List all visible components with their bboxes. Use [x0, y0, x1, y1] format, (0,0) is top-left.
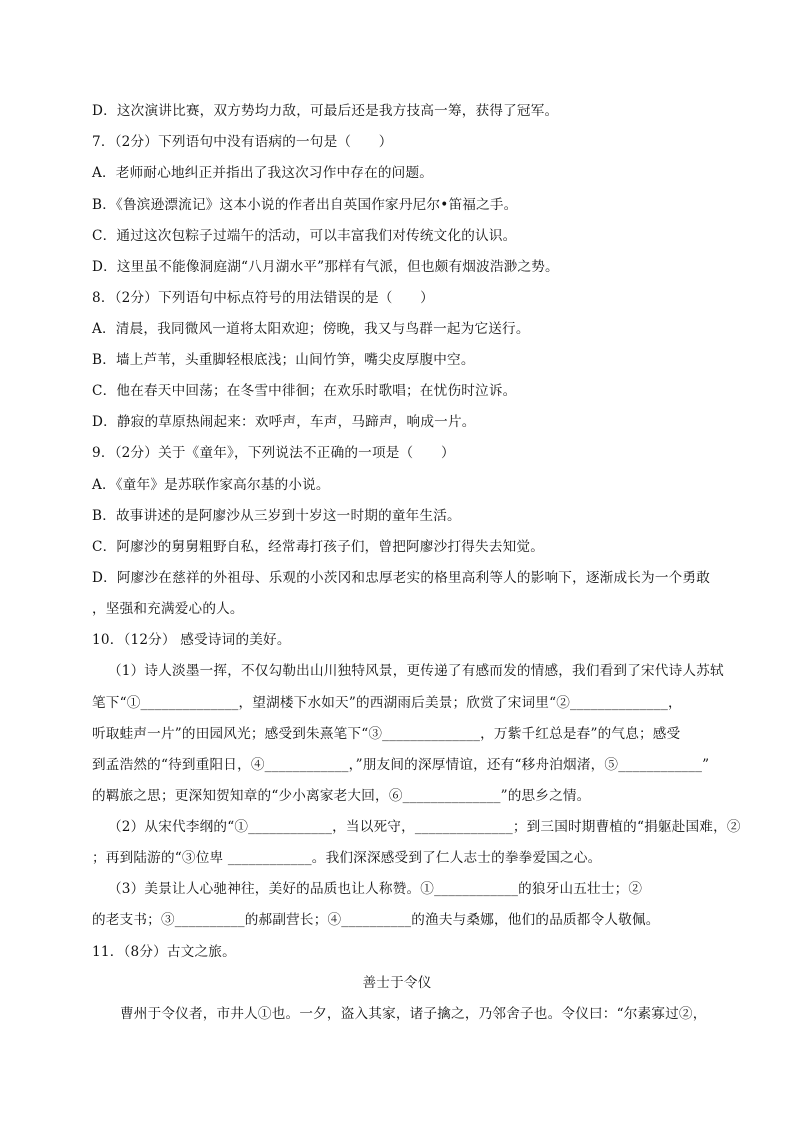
q7-option-b: B．《鲁滨逊漂流记》这本小说的作者出自英国作家丹尼尔•笛福之手。 — [92, 197, 518, 213]
passage-line1: 曹州于令仪者，市井人①也。一夕，盗入其家，诸子擒之，乃邻舍子也。令仪曰：“尔素寡过②， — [120, 1006, 707, 1022]
q10-part1-line3: 听取蛙声一片”的田园风光；感受到朱熹笔下“③______________，万紫千红总是春”的气息；感受 — [92, 726, 681, 742]
q8-option-c: C．他在春天中回荡；在冬雪中徘徊；在欢乐时歌唱；在忧伤时泣诉。 — [92, 383, 517, 399]
q10-part3-line2: 的老支书；③__________的郝副营长；④__________的渔夫与桑娜，他们的品质都令人敬佩。 — [92, 912, 660, 928]
q11-stem: 11．（8分）古文之旅。 — [92, 944, 236, 960]
q10-part1-line1: （1）诗人淡墨一挥，不仅勾勒出山川独特风景，更传递了有感而发的情感，我们看到了宋代诗人苏轼 — [108, 663, 724, 679]
q8-option-d: D．静寂的草原热闹起来：欢呼声，车声，马蹄声，响成一片。 — [92, 414, 476, 430]
q9-option-d: D．阿廖沙在慈祥的外祖母、乐观的小茨冈和忠厚老实的格里高利等人的影响下，逐渐成长为一个勇敢 — [92, 570, 711, 586]
q9-option-d-cont: ，坚强和充满爱心的人。 — [92, 601, 244, 617]
q10-part2-line1: （2）从宋代李纲的“①____________，当以死守，______________；到三国时期曹植的“捐躯赴国难，② — [108, 819, 741, 835]
passage-title: 善士于令仪 — [362, 975, 432, 991]
q9-option-b: B．故事讲述的是阿廖沙从三岁到十岁这一时期的童年生活。 — [92, 508, 461, 524]
q10-part3-line1: （3）美景让人心驰神往，美好的品质也让人称赞。①____________的狼牙山五壮士；② — [108, 881, 643, 897]
q10-part1-line4: 到孟浩然的“待到重阳日，④____________，”朋友间的深厚情谊，还有“移舟泊烟渚，⑤____________” — [92, 757, 710, 773]
q7-stem: 7．（2分）下列语句中没有语病的一句是（ ） — [92, 134, 393, 150]
q7-option-d: D．这里虽不能像洞庭湖“八月湖水平”那样有气派，但也颇有烟波浩渺之势。 — [92, 259, 559, 275]
q6-option-d: D．这次演讲比赛，双方势均力敌，可最后还是我方技高一筹，获得了冠军。 — [92, 103, 559, 119]
q7-option-c: C．通过这次包粽子过端午的活动，可以丰富我们对传统文化的认识。 — [92, 228, 517, 244]
q9-option-c: C．阿廖沙的舅舅粗野自私，经常毒打孩子们，曾把阿廖沙打得失去知觉。 — [92, 539, 544, 555]
q10-part1-line5: 的羁旅之思；更深知贺知章的“少小离家老大回，⑥______________”的思乡之情。 — [92, 788, 591, 804]
q8-stem: 8．（2分）下列语句中标点符号的用法错误的是（ ） — [92, 290, 434, 306]
q10-stem: 10．（12分） 感受诗词的美好。 — [92, 632, 291, 648]
q9-stem: 9．（2分）关于《童年》，下列说法不正确的一项是（ ） — [92, 445, 455, 461]
q8-option-b: B．墙上芦苇，头重脚轻根底浅；山间竹笋，嘴尖皮厚腹中空。 — [92, 352, 475, 368]
q10-part2-line2: ；再到陆游的“③位卑 ____________。我们深深感受到了仁人志士的拳拳爱国之心。 — [92, 850, 602, 866]
q9-option-a: A．《童年》是苏联作家高尔基的小说。 — [92, 477, 330, 493]
q10-part1-line2: 笔下“①______________，望湖楼下水如天”的西湖雨后美景；欣赏了宋词里“②______________， — [92, 695, 682, 711]
q7-option-a: A．老师耐心地纠正并指出了我这次习作中存在的问题。 — [92, 165, 434, 181]
q8-option-a: A．清晨，我同微风一道将太阳欢迎；傍晚，我又与鸟群一起为它送行。 — [92, 321, 530, 337]
